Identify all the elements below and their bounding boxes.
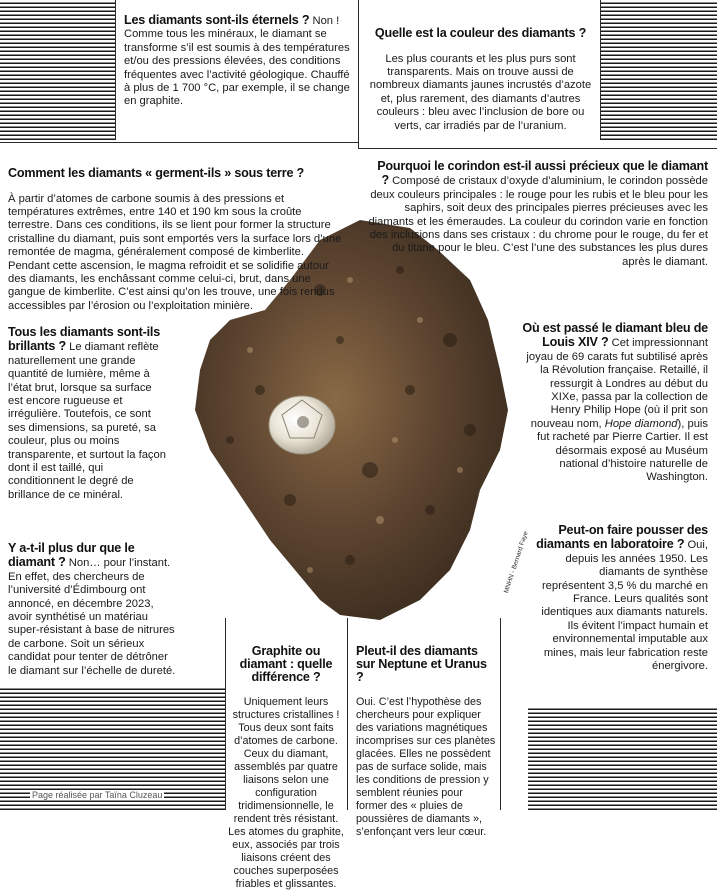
block-neptune [356, 632, 496, 839]
title-corindon: Pourquoi le corindon est-il aussi précieux que le diamant ? [377, 159, 708, 188]
title-pousser: Peut-on faire pousser des diamants en laboratoire ? [536, 523, 708, 552]
divider-bottom-center [347, 618, 348, 810]
stripe-band-top-left [0, 0, 115, 140]
body-bleu-em: Hope diamond [604, 417, 678, 430]
divider-bottom-left [225, 618, 226, 810]
body-couleur: Les plus courants et les plus purs sont transparents. Mais on trouve aussi de nombreux diamants jaunes incrustés d’azote et, plus rarement, des diamants d’autres couleurs : bleu avec l’inclusion de bore ou verts, car irradiés par de l’uranium. [369, 52, 592, 132]
body-dur: Non… pour l’instant. En effet, des chercheurs de l’université d’Édimbourg ont annoncé, en décembre 2023, avoir synthétisé un matériau super-résistant à base de nitrures de carbone. Soit un sérieux candidat pour tenter de détrôner le diamant sur l’échelle de dureté. [8, 557, 176, 677]
body-pousser: Oui, depuis les années 1950. Les diamants de synthèse représentent 3,5 % du marché en France. Leurs qualités sont identiques aux diamants naturels. Ils évitent l’impact humain et environnemental imputable aux mines, mais leur fabrication reste énergivore. [541, 539, 708, 673]
body-brillants: Le diamant reflète naturellement une grande quantité de lumière, même à l’état brut, lorsque sa surface est encore rugueuse et irrégulière. Toutefois, ce sont ses dimensions, sa pureté, sa couleur, plus ou moins transparente, et surtout la façon dont il est taillé, qui conditionnent le degré de brillance de ce minéral. [8, 341, 166, 501]
title-bleu: Où est passé le diamant bleu de Louis XIV ? [522, 321, 708, 350]
block-couleur [368, 14, 593, 133]
title-dur: Y a-t-il plus dur que le diamant ? [8, 541, 135, 570]
divider-top-center [358, 0, 359, 148]
block-bleu [520, 322, 708, 485]
stripe-band-bottom-right [528, 708, 717, 810]
body-eternels: Non ! Comme tous les minéraux, le diamant se transforme s’il est soumis à des températures et/ou des pressions élevées, des conditions fréquentes avec l’activité géologique. Chauffé à plus de 1 700 °C, par exemple, il se change en graphite. [124, 15, 350, 108]
block-germent [8, 154, 348, 313]
body-bleu-b: ), puis fut racheté par Pierre Cartier. Il est désormais exposé au Muséum national d’histoire naturelle de Washington. [537, 417, 708, 484]
block-pousser [536, 524, 708, 673]
divider-left [115, 0, 116, 140]
block-corindon [368, 160, 708, 269]
page-credit: Page réalisée par Taïna Cluzeau [32, 790, 163, 800]
divider-right-mid [358, 148, 717, 149]
title-graphite: Graphite ou diamant : quelle différence ? [239, 643, 333, 684]
body-neptune: Oui. C’est l’hypothèse des chercheurs pour expliquer des variations magnétiques incomprises sur ces planètes glacées. Elles ne possèdent pas de surface solide, mais les conditions de pression y semblent réunies pour former des « pluies de poussières de diamants », s’enfonçant vers leur cœur. [356, 696, 496, 839]
title-couleur: Quelle est la couleur des diamants ? [374, 25, 587, 40]
body-germent: À partir d’atomes de carbone soumis à des pressions et températures extrêmes, entre 140 et 190 km sous la croûte terrestre. Dans ces conditions, ils se lient pour former la structure cristalline du diamant, puis sont emportés vers la surface lors d’une remontée de magma, généralement composé de kimberlite. Pendant cette ascension, le magma refroidit et se solidifie autour des diamants, les enchâssant comme celui-ci, brut, dans une gangue de kimberlite. C’est ainsi qu’on les trouve, une fois rendus accessibles par l’érosion ou l’exploitation minière. [8, 192, 342, 312]
block-graphite [228, 632, 344, 891]
divider-bottom-right [500, 618, 501, 810]
divider-right [600, 0, 601, 140]
divider-left-mid [0, 142, 358, 143]
block-dur [8, 542, 178, 678]
title-brillants: Tous les diamants sont-ils brillants ? [8, 325, 161, 354]
body-corindon: Composé de cristaux d’oxyde d’aluminium, le corindon possède deux couleurs principales : le rouge pour les rubis et le bleu pour les saphirs, soit deux des principales pierres précieuses avec les diamants et les émeraudes. La couleur du corindon varie en fonction des inclusions dans ses cristaux : du chrome pour le rouge, du fer et du titane pour le bleu. C’est l’une des substances les plus dures après le diamant. [368, 175, 708, 268]
block-brillants [8, 326, 168, 502]
photo-credit: MNHN - Bernard Faye [503, 530, 530, 595]
title-eternels: Les diamants sont-ils éternels ? [124, 13, 310, 27]
body-bleu-a: Cet impressionnant joyau de 69 carats fut subtilisé après la Révolution française. Retaillé, il ressurgit à Londres au début du XIXe, passa par la collection de Henry Philip Hope (où il prit son nouveau nom, [526, 337, 708, 430]
title-germent: Comment les diamants « germent-ils » sous terre ? [8, 165, 305, 180]
block-eternels [124, 14, 350, 109]
stripe-band-top-right [600, 0, 717, 140]
title-neptune: Pleut-il des diamants sur Neptune et Uranus ? [356, 643, 487, 684]
body-graphite: Uniquement leurs structures cristallines ! Tous deux sont faits d’atomes de carbone. Ceux du diamant, assemblés par quatre liaisons selon une configuration tridimensionnelle, le rendent très résistant. Les atomes du graphite, eux, associés par trois liaisons créent des couches superposées friables et glissantes. [228, 696, 344, 891]
